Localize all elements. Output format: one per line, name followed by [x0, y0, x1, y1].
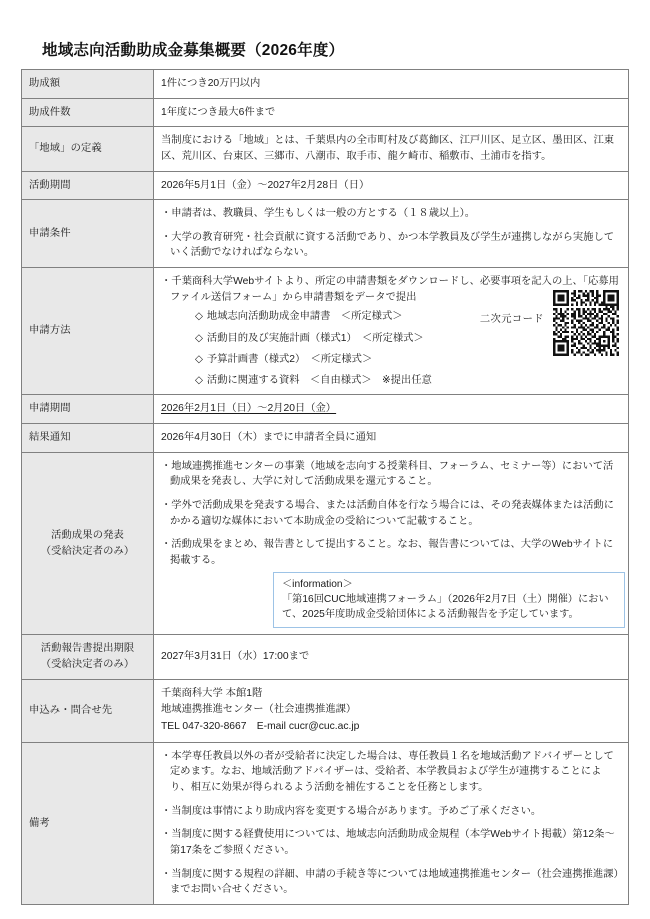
contact-address: 千葉商科大学 本館1階	[161, 687, 263, 699]
document-name: 地域志向活動助成金申請書 ＜所定様式＞	[206, 311, 403, 323]
table-row	[22, 127, 629, 171]
row-label-report-deadline	[22, 635, 154, 679]
information-body: 「第16回CUC地域連携フォーラム」（2026年2月7日（土）開催）において、2025年度助成金受給団体による活動報告を予定しています。	[282, 593, 609, 621]
table-row	[22, 395, 629, 424]
method-intro-text: ・千葉商科大学Webサイトより、所定の申請書類をダウンロードし、必要事項を記入の上、「応募用ファイル送信フォーム」から申請書類をデータで提出	[161, 276, 619, 303]
row-label-application-period: 申請期間	[22, 395, 154, 424]
row-label-results-presentation	[22, 452, 154, 635]
row-value-region-definition: 当制度における「地域」とは、千葉県内の全市町村及び葛飾区、江戸川区、足立区、墨田区、江東区、荒川区、台東区、三郷市、八潮市、取手市、龍ケ崎市、稲敷市、土浦市を指す。	[154, 127, 629, 171]
remark-item: ・当制度に関する経費使用については、地域志向活動助成金規程（本学Webサイト掲載）第12条～第17条をご参照ください。	[161, 829, 615, 856]
condition-item: ・大学の教育研究・社会貢献に資する活動であり、かつ本学教員及び学生が連携しながら実施していく活動でなければならない。	[161, 231, 615, 259]
diamond-bullet-icon: ◇	[195, 311, 203, 323]
remark-item: ・当制度は事情により助成内容を変更する場合があります。予めご了承ください。	[161, 805, 542, 817]
condition-item: ・申請者は、教職員、学生もしくは一般の方とする（１８歳以上）。	[161, 208, 476, 220]
results-item: ・活動成果をまとめ、報告書として提出すること。なお、報告書については、大学のWebサイトに掲載する。	[161, 539, 614, 566]
table-row	[22, 742, 629, 904]
row-value-application-period	[154, 395, 629, 424]
qr-code-icon[interactable]	[553, 290, 619, 356]
diamond-bullet-icon: ◇	[195, 374, 203, 386]
table-row	[22, 200, 629, 268]
page-title: 地域志向活動助成金募集概要（2026年度）	[42, 42, 345, 59]
table-row	[22, 452, 629, 635]
row-value-result-notification: 2026年4月30日（木）までに申請者全員に通知	[154, 424, 629, 453]
document-name: 活動目的及び実施計画（様式1） ＜所定様式＞	[206, 332, 424, 344]
qr-code-label: 二次元コード	[479, 314, 544, 326]
row-value-remarks	[154, 742, 629, 904]
table-row	[22, 268, 629, 395]
list-item	[195, 373, 621, 389]
row-label-grant-amount: 助成額	[22, 70, 154, 99]
row-value-application-conditions	[154, 200, 629, 268]
document-name: 予算計画書（様式2） ＜所定様式＞	[206, 353, 373, 365]
row-label-region-definition: 「地域」の定義	[22, 127, 154, 171]
row-label-activity-period: 活動期間	[22, 171, 154, 200]
label-line-1: 活動報告書提出期限	[40, 643, 135, 655]
table-row	[22, 70, 629, 99]
table-row	[22, 98, 629, 127]
contact-tel-email: TEL 047-320-8667 E-mail cucr@cuc.ac.jp	[161, 721, 360, 733]
table-row	[22, 679, 629, 742]
remark-item: ・当制度に関する規程の詳細、申請の手続き等については地域連携推進センター（社会連携推進課）までお問い合せください。	[161, 868, 619, 896]
row-label-contact: 申込み・問合せ先	[22, 679, 154, 742]
row-label-application-conditions: 申請条件	[22, 200, 154, 268]
remark-item: ・本学専任教員以外の者が受給者に決定した場合は、専任教員１名を地域活動アドバイザーとして定めます。なお、地域活動アドバイザーは、受給者、本学教員および学生が連携することにより、相互に効果が得られるよう活動を補佐することを任務とします。	[161, 750, 614, 794]
row-value-report-deadline: 2027年3月31日（水）17:00まで	[154, 635, 629, 679]
results-item: ・地域連携推進センターの事業（地域を志向する授業科目、フォーラム、セミナー等）において活動成果を発表し、大学に対して活動成果を還元すること。	[161, 460, 614, 488]
table-row	[22, 424, 629, 453]
application-period-text: 2026年2月1日（日）～2月20日（金）	[161, 403, 337, 415]
row-value-grant-count: 1年度につき最大6件まで	[154, 98, 629, 127]
row-label-result-notification: 結果通知	[22, 424, 154, 453]
table-row	[22, 635, 629, 679]
label-line-2: （受給決定者のみ）	[40, 545, 135, 557]
diamond-bullet-icon: ◇	[195, 332, 203, 344]
qr-code-area	[480, 290, 619, 356]
table-row	[22, 171, 629, 200]
row-value-contact	[154, 679, 629, 742]
row-label-grant-count: 助成件数	[22, 98, 154, 127]
row-label-application-method: 申請方法	[22, 268, 154, 395]
row-value-application-method	[154, 268, 629, 395]
row-label-remarks: 備考	[22, 742, 154, 904]
row-value-grant-amount: 1件につき20万円以内	[154, 70, 629, 99]
grant-summary-table	[21, 69, 629, 905]
diamond-bullet-icon: ◇	[195, 353, 203, 365]
application-method-block	[161, 274, 621, 388]
results-item: ・学外で活動成果を発表する場合、または活動自体を行なう場合には、その発表媒体または活動にかかる適切な媒体において本助成金の受給について記載すること。	[161, 500, 615, 527]
row-value-results-presentation	[154, 452, 629, 635]
label-line-2: （受給決定者のみ）	[40, 659, 135, 671]
contact-department: 地域連携推進センター（社会連携推進課）	[161, 704, 357, 716]
label-line-1: 活動成果の発表	[51, 529, 124, 541]
information-heading: ＜information＞	[282, 578, 353, 590]
information-callout	[273, 572, 625, 629]
document-name: 活動に関連する資料 ＜自由様式＞ ※提出任意	[206, 374, 432, 386]
row-value-activity-period: 2026年5月1日（金）～2027年2月28日（日）	[154, 171, 629, 200]
